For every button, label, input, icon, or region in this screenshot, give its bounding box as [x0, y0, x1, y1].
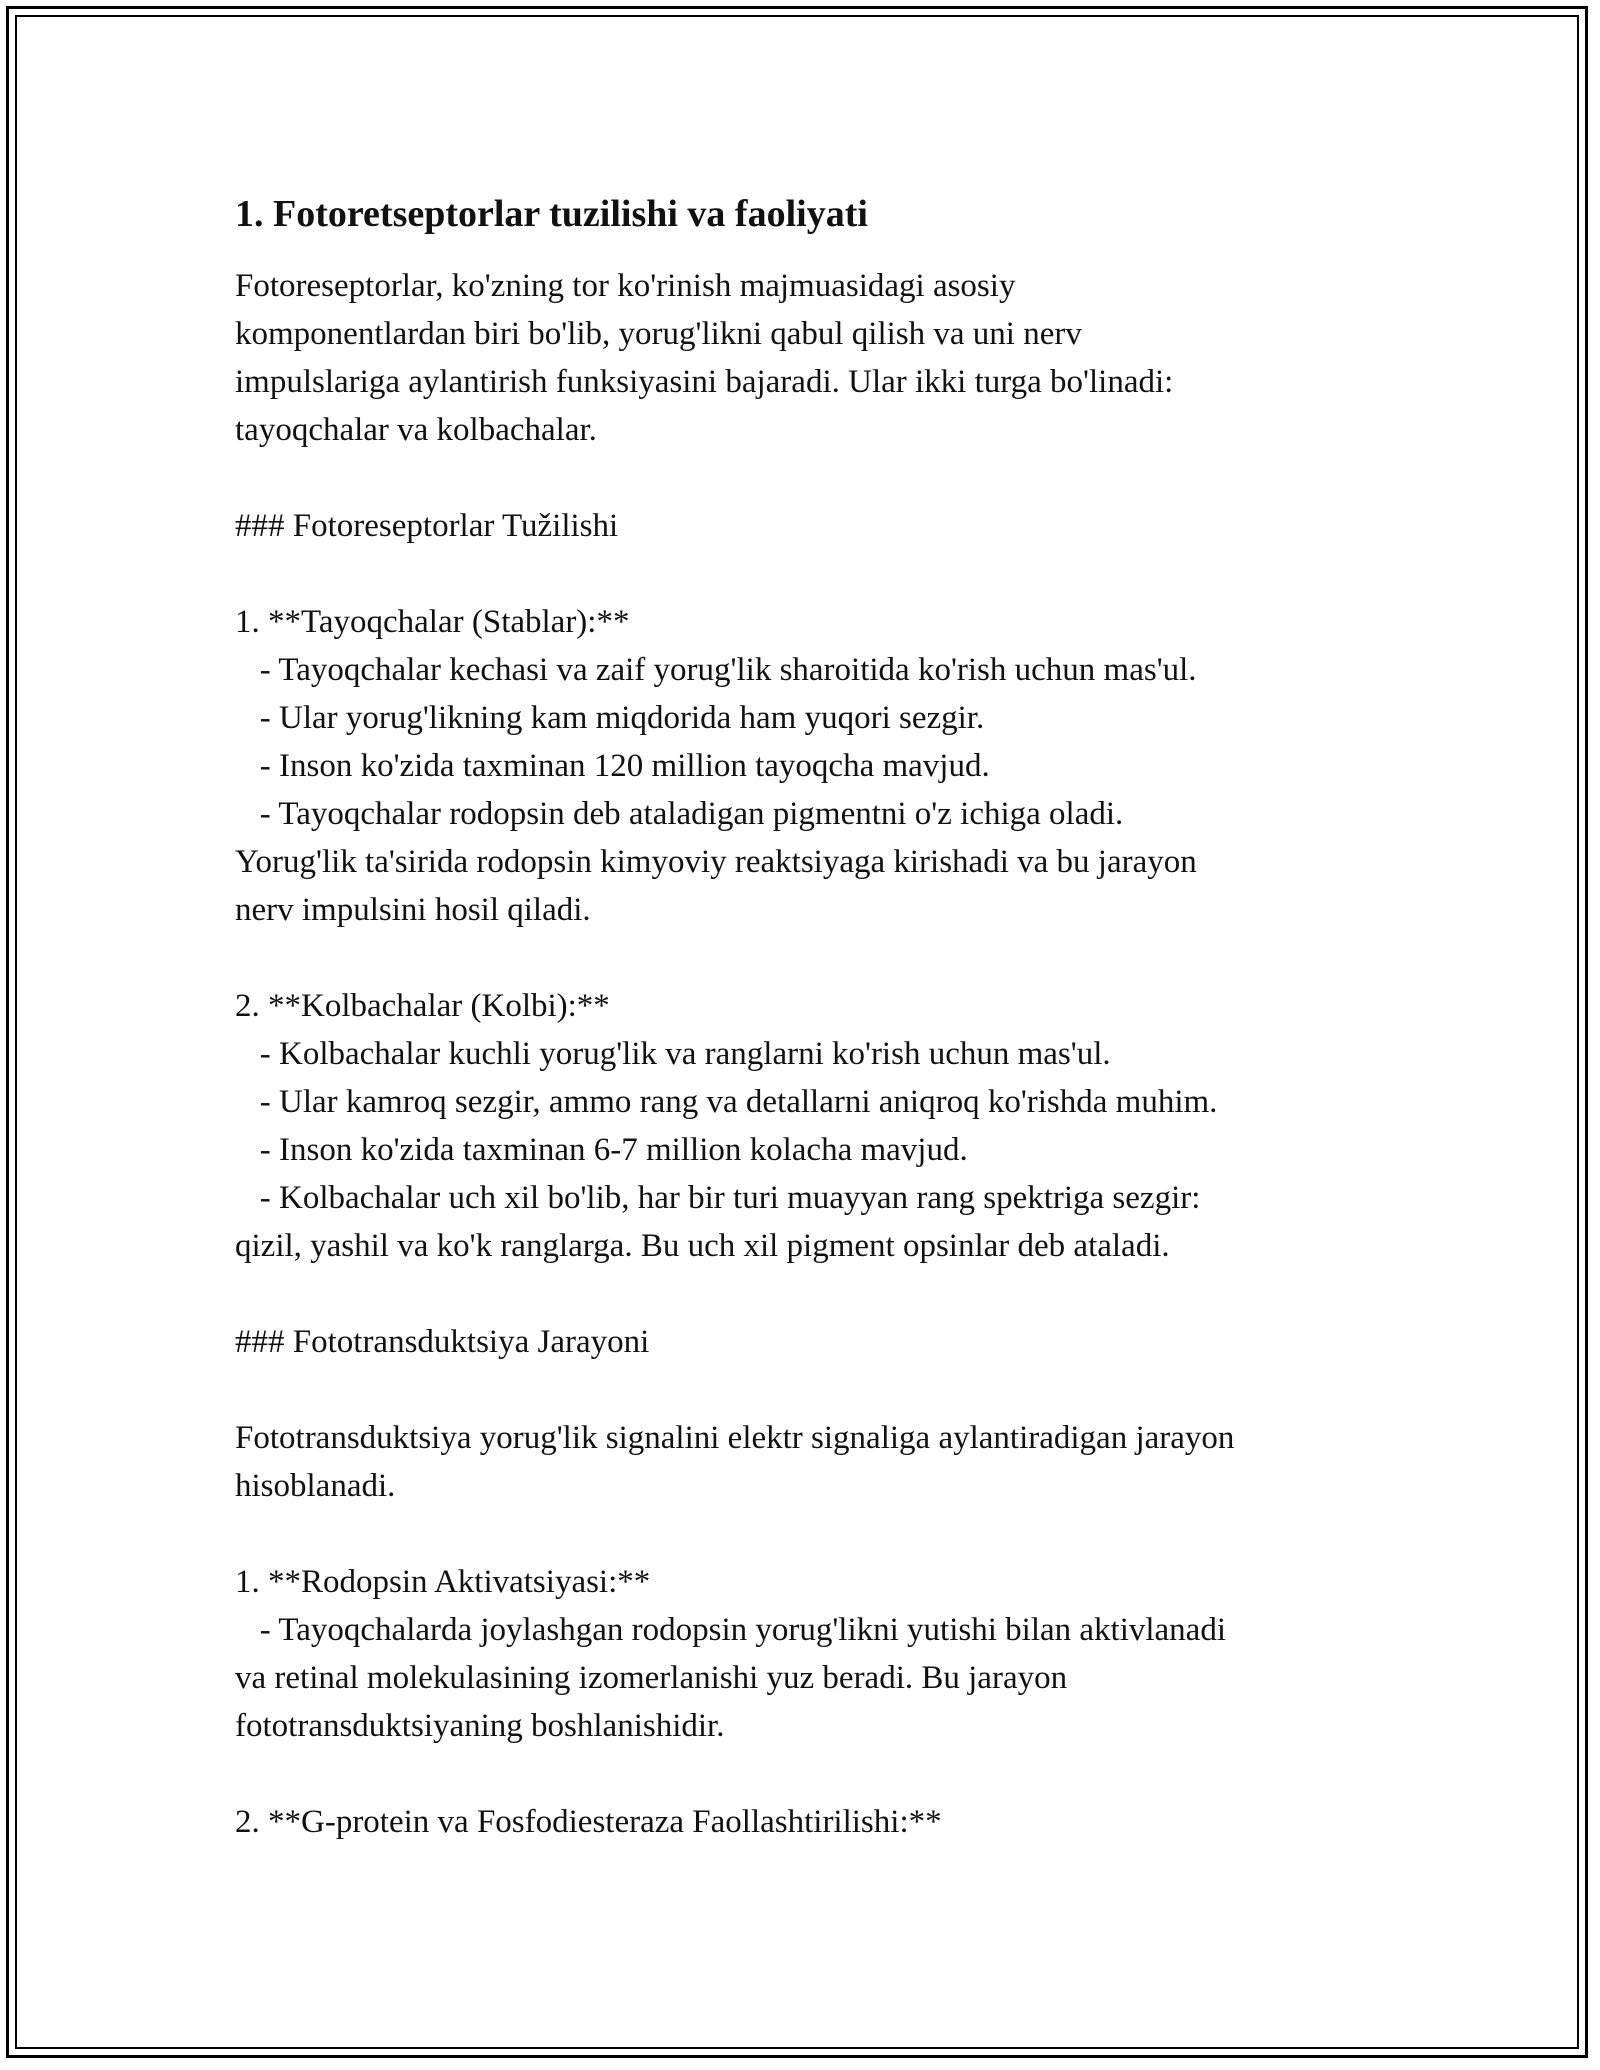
rhodopsin-list-item: 1. **Rodopsin Aktivatsiyasi:** - Tayoqchalarda joylashgan rodopsin yorug'likni yutishi bilan aktivlanadi va retinal molekulasining izomerlanishi yuz beradi. Bu jarayon fototransduktsiyaning boshlanishidir. — [235, 1564, 1226, 1744]
document-body — [235, 186, 1365, 1846]
intro-paragraph: Fotoreseptorlar, ko'zning tor ko'rinish majmuasidagi asosiy komponentlardan biri bo'lib, yorug'likni qabul qilish va uni nerv impulslariga aylantirish funksiyasini bajaradi. Ular ikki turga bo'linadi: tayoqchalar va kolbachalar. — [235, 268, 1174, 448]
spacer — [235, 1750, 1365, 1798]
document-title: 1. Fotoretseptorlar tuzilishi va faoliyati — [235, 193, 868, 235]
section-heading-phototransduction: ### Fototransduktsiya Jarayoni — [235, 1324, 650, 1360]
spacer — [235, 454, 1365, 502]
spacer — [235, 550, 1365, 598]
gprotein-list-item: 2. **G-protein va Fosfodiesteraza Faollashtirilishi:** — [235, 1804, 942, 1840]
spacer — [235, 1510, 1365, 1558]
section-heading-structure: ### Fotoreseptorlar Tužilishi — [235, 508, 619, 544]
spacer — [235, 934, 1365, 982]
spacer — [235, 1270, 1365, 1318]
spacer — [235, 1366, 1365, 1414]
phototransduction-paragraph: Fototransduktsiya yorug'lik signalini elektr signaliga aylantiradigan jarayon hisoblanadi. — [235, 1420, 1235, 1504]
cones-list-item: 2. **Kolbachalar (Kolbi):** - Kolbachalar kuchli yorug'lik va ranglarni ko'rish uchun mas'ul. - Ular kamroq sezgir, ammo rang va detallarni aniqroq ko'rishda muhim. - Inson ko'zida taxminan 6-7 million kolacha mavjud. - Kolbachalar uch xil bo'lib, har bir turi muayyan rang spektriga sezgir: qizil, yashil va ko'k ranglarga. Bu uch xil pigment opsinlar deb ataladi. — [235, 988, 1218, 1264]
rods-list-item: 1. **Tayoqchalar (Stablar):** - Tayoqchalar kechasi va zaif yorug'lik sharoitida ko'rish uchun mas'ul. - Ular yorug'likning kam miqdorida ham yuqori sezgir. - Inson ko'zida taxminan 120 million tayoqcha mavjud. - Tayoqchalar rodopsin deb ataladigan pigmentni o'z ichiga oladi. Yorug'lik ta'sirida rodopsin kimyoviy reaktsiyaga kirishadi va bu jarayon nerv impulsini hosil qiladi. — [235, 604, 1197, 928]
